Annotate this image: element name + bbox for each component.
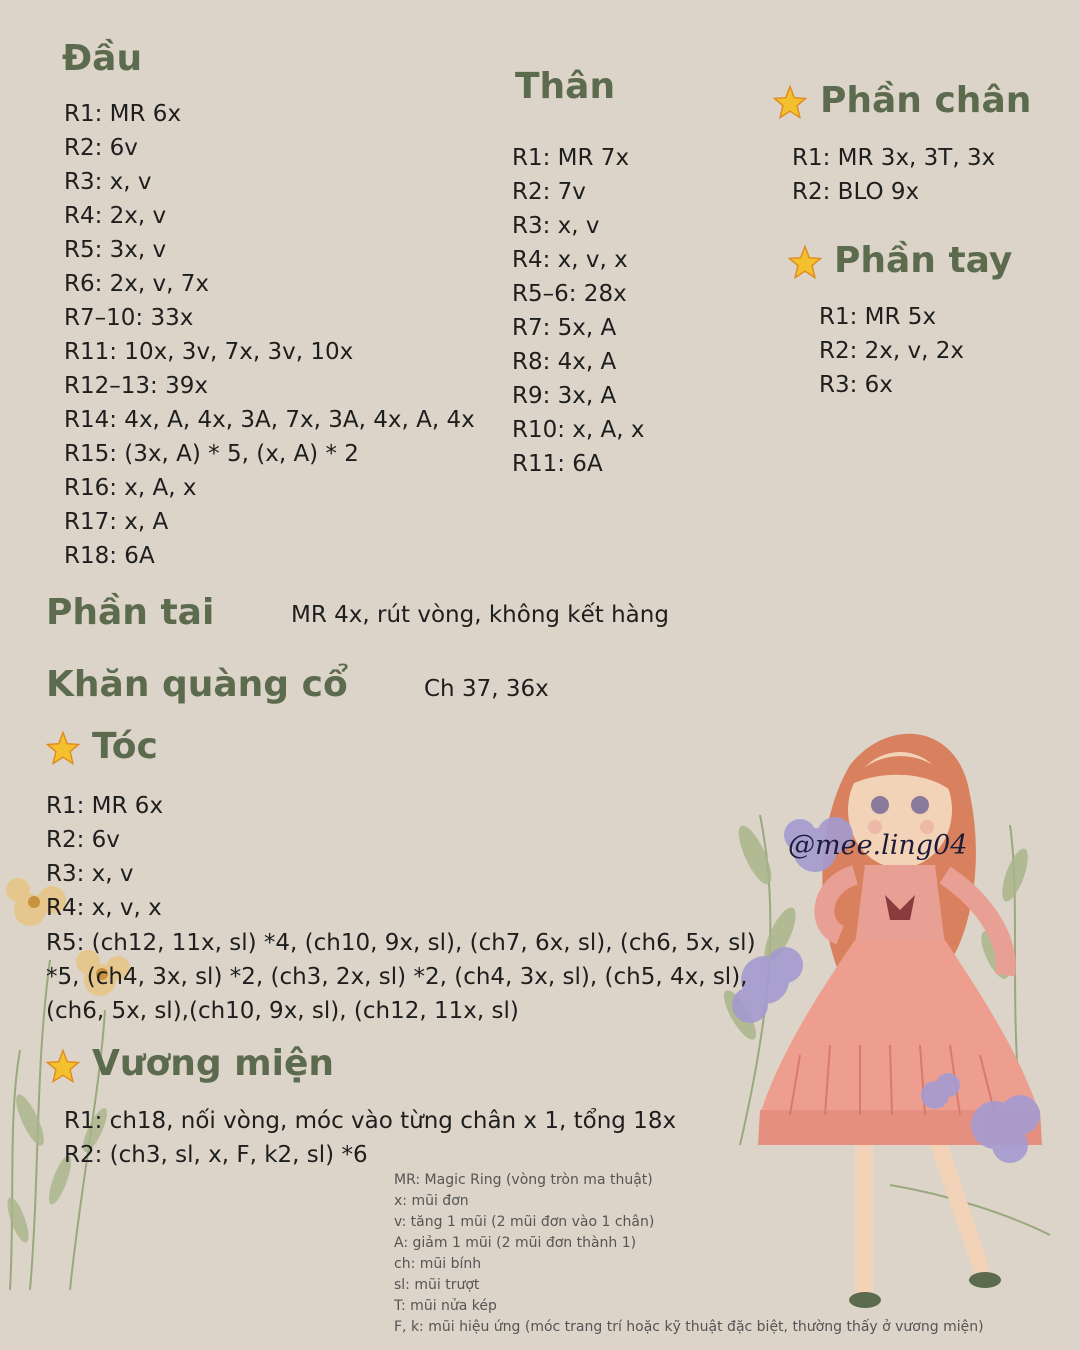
row: R18: 6A [64, 543, 155, 569]
star-icon [788, 245, 822, 279]
row: R2: 7v [512, 179, 586, 205]
row: R6: 2x, v, 7x [64, 271, 210, 297]
row: R4: x, v, x [46, 895, 162, 921]
legend-item: MR: Magic Ring (vòng tròn ma thuật) [394, 1172, 653, 1188]
row: R17: x, A [64, 509, 169, 535]
row: R4: 2x, v [64, 203, 167, 229]
section-title-khan: Khăn quàng cổ [46, 664, 348, 705]
row: R2: 6v [46, 827, 120, 853]
legend-item: T: mũi nửa kép [394, 1298, 497, 1314]
row: R1: MR 7x [512, 145, 630, 171]
row: R5–6: 28x [512, 281, 627, 307]
author-handle: @mee.ling04 [788, 830, 968, 861]
row: R4: x, v, x [512, 247, 628, 273]
row: R3: 6x [819, 372, 893, 398]
row: R1: MR 5x [819, 304, 937, 330]
legend-item: ch: mũi bính [394, 1256, 482, 1272]
row: R1: MR 3x, 3T, 3x [792, 145, 996, 171]
row: R7: 5x, A [512, 315, 617, 341]
row: R10: x, A, x [512, 417, 645, 443]
row: R15: (3x, A) * 5, (x, A) * 2 [64, 441, 359, 467]
legend-item: sl: mũi trượt [394, 1277, 480, 1293]
row: R1: MR 6x [64, 101, 182, 127]
row: R3: x, v [46, 861, 134, 887]
row: R11: 10x, 3v, 7x, 3v, 10x [64, 339, 354, 365]
section-title-than: Thân [515, 66, 616, 107]
row: R8: 4x, A [512, 349, 617, 375]
row: R2: (ch3, sl, x, F, k2, sl) *6 [64, 1142, 368, 1168]
star-icon [773, 85, 807, 119]
section-title-dau: Đầu [62, 38, 143, 79]
section-title-chan: Phần chân [820, 80, 1032, 121]
star-icon [46, 731, 80, 765]
row: R14: 4x, A, 4x, 3A, 7x, 3A, 4x, A, 4x [64, 407, 475, 433]
row: R7–10: 33x [64, 305, 194, 331]
legend-item: F, k: mũi hiệu ứng (móc trang trí hoặc kỹ thuật đặc biệt, thường thấy ở vương miện) [394, 1319, 984, 1335]
row: R3: x, v [512, 213, 600, 239]
section-text-tai: MR 4x, rút vòng, không kết hàng [291, 602, 669, 628]
section-rows-dau [64, 97, 475, 573]
section-rows-toc [46, 789, 163, 925]
row: R2: 6v [64, 135, 138, 161]
legend-item: v: tăng 1 mũi (2 mũi đơn vào 1 chân) [394, 1214, 655, 1230]
section-rows-vuong-mien [64, 1104, 676, 1172]
abbreviation-legend [394, 1170, 984, 1338]
row: R11: 6A [512, 451, 603, 477]
legend-item: A: giảm 1 mũi (2 mũi đơn thành 1) [394, 1235, 637, 1251]
section-title-tay: Phần tay [834, 240, 1013, 281]
section-row-toc-r5: R5: (ch12, 11x, sl) *4, (ch10, 9x, sl), (ch7, 6x, sl), (ch6, 5x, sl) *5, (ch4, 3x, sl) *2, (ch3, 2x, sl) *2, (ch4, 3x, sl), (ch5, 4x, sl), (ch6, 5x, sl),(ch10, 9x, sl), (ch12, 11x, sl) [46, 930, 756, 1024]
section-rows-tay [819, 300, 964, 402]
row: R12–13: 39x [64, 373, 208, 399]
row: R3: x, v [64, 169, 152, 195]
row: R2: 2x, v, 2x [819, 338, 965, 364]
section-rows-than [512, 141, 645, 481]
section-rows-chan [792, 141, 995, 209]
row: R16: x, A, x [64, 475, 197, 501]
legend-item: x: mũi đơn [394, 1193, 469, 1209]
section-title-vuong-mien: Vương miện [92, 1043, 335, 1084]
row: R2: BLO 9x [792, 179, 920, 205]
row: R5: 3x, v [64, 237, 167, 263]
star-icon [46, 1049, 80, 1083]
row: R1: MR 6x [46, 793, 164, 819]
row: R1: ch18, nối vòng, móc vào từng chân x 1, tổng 18x [64, 1108, 677, 1134]
section-title-toc: Tóc [92, 726, 158, 767]
section-text-khan: Ch 37, 36x [424, 676, 549, 702]
section-title-tai: Phần tai [46, 592, 215, 633]
row: R9: 3x, A [512, 383, 617, 409]
